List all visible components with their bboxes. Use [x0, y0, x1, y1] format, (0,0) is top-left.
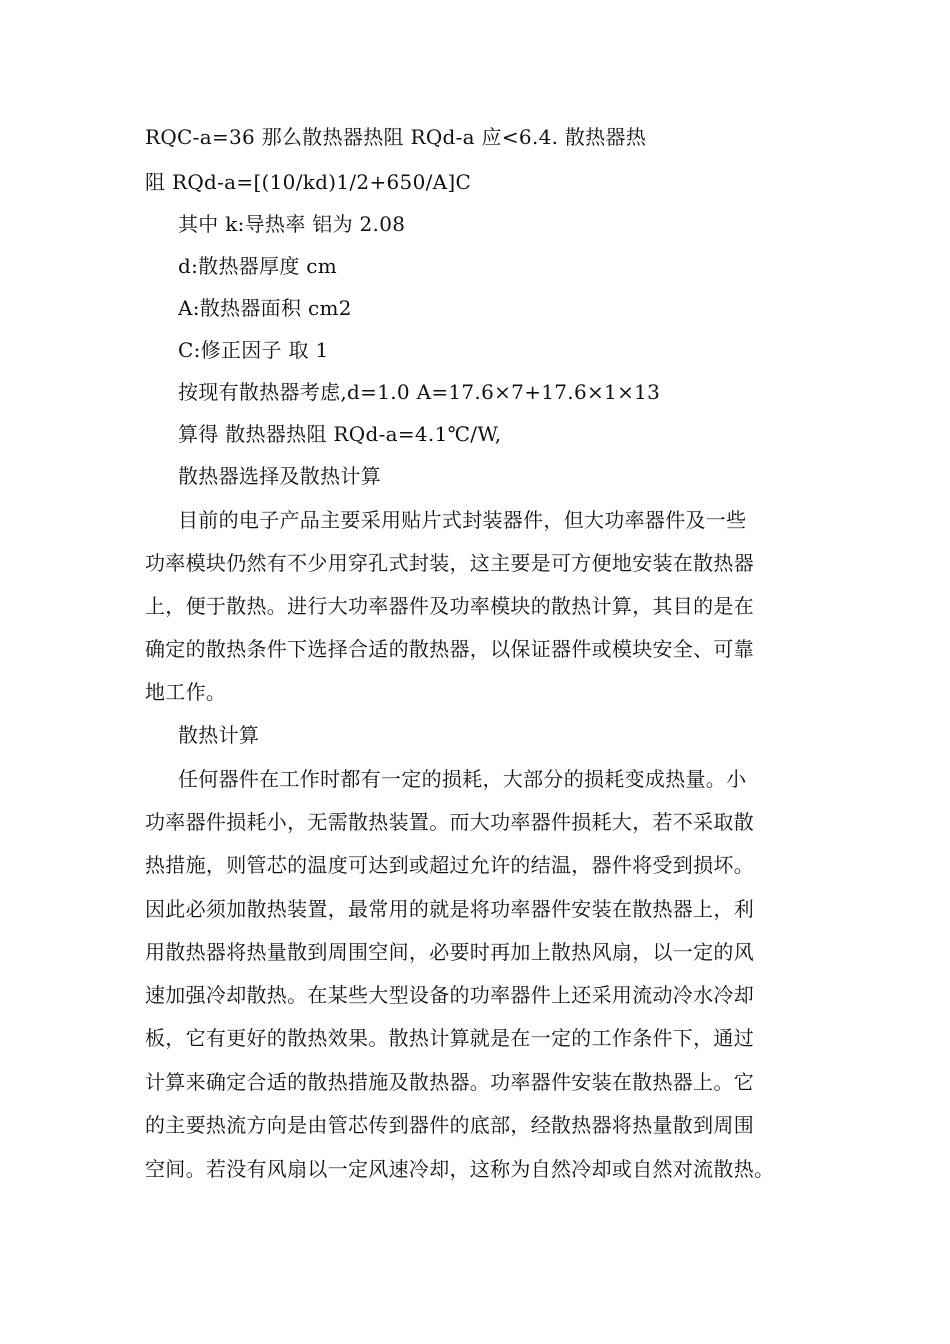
- paragraph-line: 的主要热流方向是由管芯传到器件的底部，经散热器将热量散到周围: [145, 1113, 754, 1137]
- paragraph-line: 任何器件在工作时都有一定的损耗，大部分的损耗变成热量。小: [178, 767, 747, 791]
- text-line: 按现有散热器考虑,d=1.0 A=17.6×7+17.6×1×13: [178, 380, 661, 404]
- text-line: C:修正因子 取 1: [178, 338, 329, 362]
- text-line: 阻 RQd-a=[(10/kd)1/2+650/A]C: [145, 170, 472, 194]
- paragraph-line: 确定的散热条件下选择合适的散热器，以保证器件或模块安全、可靠: [145, 637, 754, 661]
- text-line: 算得 散热器热阻 RQd-a=4.1℃/W,: [178, 422, 502, 446]
- paragraph-line: 功率模块仍然有不少用穿孔式封装，这主要是可方便地安装在散热器: [145, 551, 754, 575]
- paragraph-line: 板，它有更好的散热效果。散热计算就是在一定的工作条件下，通过: [145, 1026, 754, 1050]
- paragraph-line: 地工作。: [145, 680, 227, 704]
- paragraph-line: 目前的电子产品主要采用贴片式封装器件，但大功率器件及一些: [178, 508, 747, 532]
- paragraph-line: 速加强冷却散热。在某些大型设备的功率器件上还采用流动冷水冷却: [145, 983, 754, 1007]
- paragraph-line: 用散热器将热量散到周围空间，必要时再加上散热风扇，以一定的风: [145, 940, 754, 964]
- text-line: RQC-a=36 那么散热器热阻 RQd-a 应<6.4. 散热器热: [145, 125, 647, 149]
- section-heading: 散热器选择及散热计算: [178, 464, 381, 488]
- paragraph-line: 热措施，则管芯的温度可达到或超过允许的结温，器件将受到损坏。: [145, 853, 754, 877]
- text-line: 其中 k:导热率 铝为 2.08: [178, 212, 406, 236]
- paragraph-line: 计算来确定合适的散热措施及散热器。功率器件安装在散热器上。它: [145, 1070, 754, 1094]
- text-line: d:散热器厚度 cm: [178, 254, 338, 278]
- paragraph-line: 功率器件损耗小，无需散热装置。而大功率器件损耗大，若不采取散: [145, 810, 754, 834]
- paragraph-line: 上，便于散热。进行大功率器件及功率模块的散热计算，其目的是在: [145, 594, 754, 618]
- paragraph-line: 因此必须加散热装置，最常用的就是将功率器件安装在散热器上，利: [145, 897, 754, 921]
- section-heading: 散热计算: [178, 723, 260, 747]
- paragraph-line: 空间。若没有风扇以一定风速冷却，这称为自然冷却或自然对流散热。: [145, 1157, 775, 1181]
- text-line: A:散热器面积 cm2: [178, 296, 352, 320]
